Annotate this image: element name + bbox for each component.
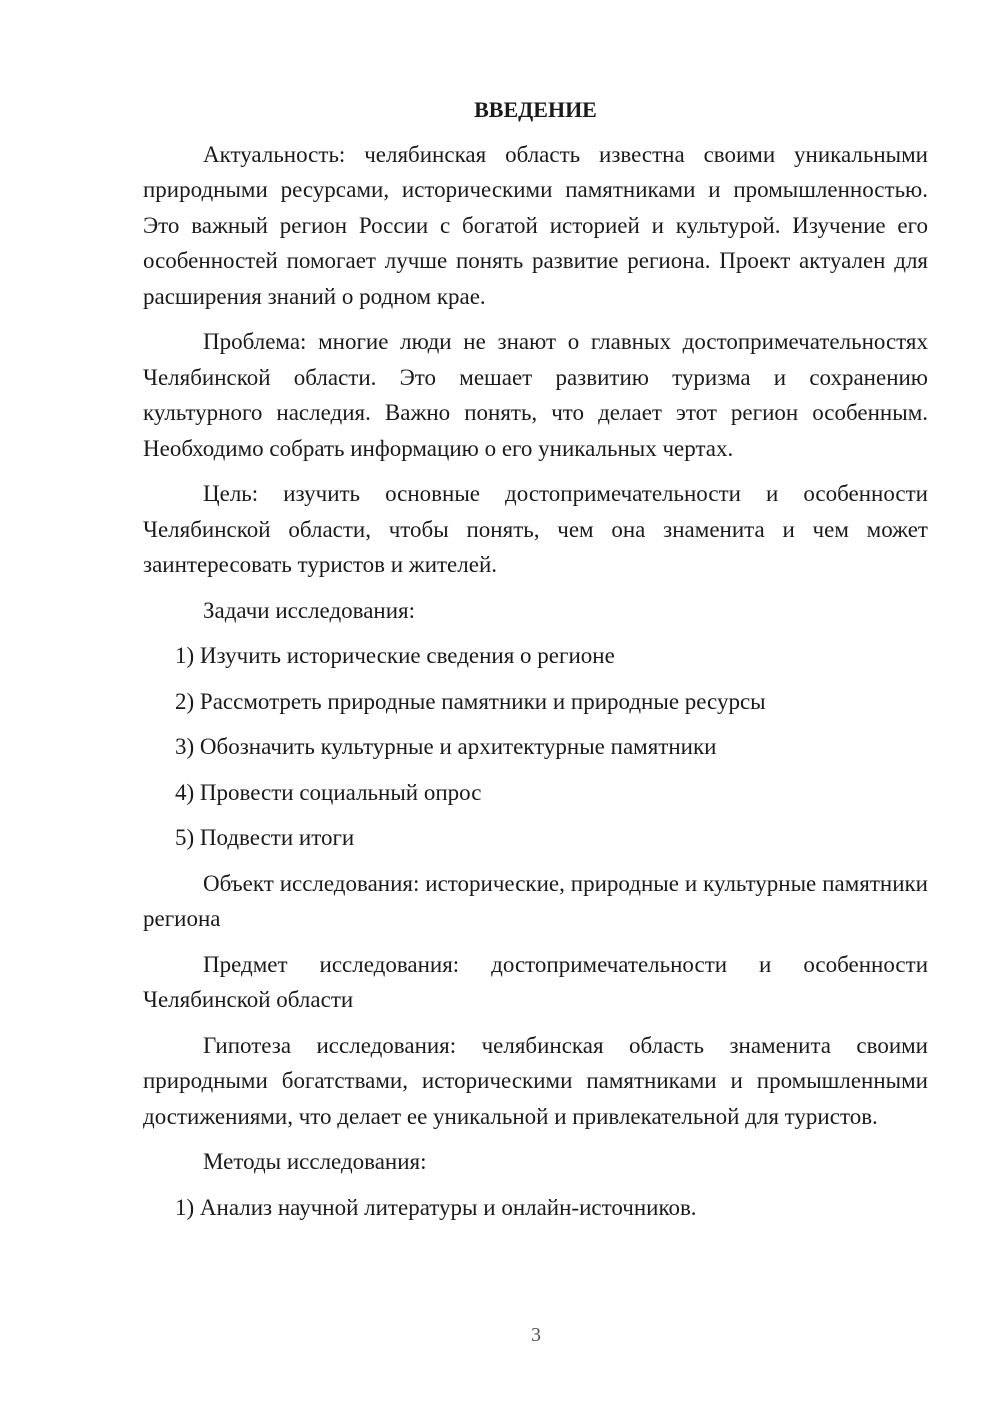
task-item: 1) Изучить исторические сведения о регионе [175,643,615,668]
tasks-heading: Задачи исследования: [203,597,416,623]
task-item: 3) Обозначить культурные и архитектурные памятники [175,734,717,759]
task-item: 5) Подвести итоги [175,825,355,850]
task-item: 4) Провести социальный опрос [175,779,482,805]
methods-heading: Методы исследования: [203,1149,427,1174]
subject-paragraph: Предмет исследования: достопримечательности и особенности Челябинской области [143,951,928,1012]
document-page [143,92,928,1235]
hypothesis-paragraph: Гипотеза исследования: челябинская область знаменита своими природными богатствами, историческими памятниками и промышленными достижениями, что делает ее уникальной и привлекательной для туристов. [143,1032,928,1129]
task-item: 2) Рассмотреть природные памятники и природные ресурсы [175,688,766,714]
relevance-paragraph: Актуальность: челябинская область известна своими уникальными природными ресурсами, историческими памятниками и промышленностью. Это важный регион России с богатой историей и культурой. Изучение его особенностей помогает лучше понять развитие региона. Проект актуален для расширения знаний о родном крае. [143,141,928,309]
page-title: ВВЕДЕНИЕ [474,97,597,122]
method-item: 1) Анализ научной литературы и онлайн-источников. [175,1194,697,1220]
object-paragraph: Объект исследования: исторические, природные и культурные памятники региона [143,870,928,931]
goal-paragraph: Цель: изучить основные достопримечательности и особенности Челябинской области, чтобы понять, чем она знаменита и чем может заинтересовать туристов и жителей. [143,481,928,577]
page-number: 3 [531,1324,541,1346]
problem-paragraph: Проблема: многие люди не знают о главных достопримечательностях Челябинской области. Это мешает развитию туризма и сохранению культурного наследия. Важно понять, что делает этот регион особенным. Необходимо собрать информацию о его уникальных чертах. [143,329,928,461]
